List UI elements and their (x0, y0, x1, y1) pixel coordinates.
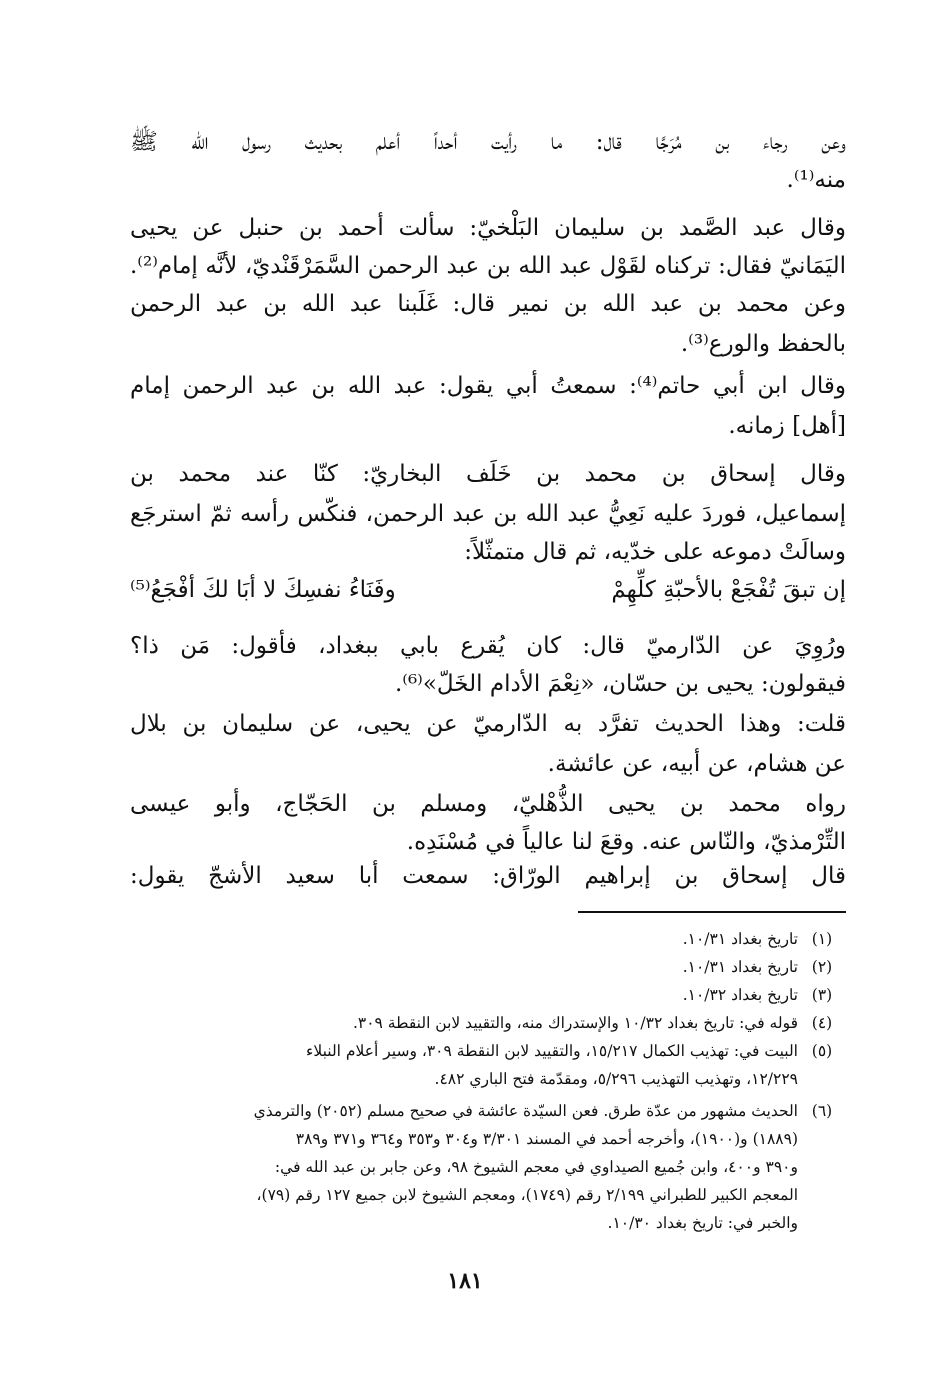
footnote-separator (578, 911, 846, 913)
text-line: [أهل] زمانه. (728, 413, 846, 439)
footnote (130, 982, 846, 1009)
footnote-number: (١) (811, 930, 833, 948)
text-line: بالحفظ والورع⁽³⁾. (680, 331, 846, 357)
footnote (130, 926, 846, 953)
page-number: ١٨١ (447, 1268, 483, 1294)
text-line: قال إسحاق بن إبراهيم الورّاق: سمعت أبا سعيد الأشجّ يقول: (130, 863, 846, 889)
text-line: وعن رجاء بن مُرَجَّا قال: ما رأيت أحداً أعلم بحديث رسول الله ﷺ (130, 129, 846, 155)
footnote-number: (٦) (811, 1102, 833, 1120)
footnote-number: (٤) (811, 1014, 833, 1032)
text-line: وقال ابن أبي حاتم⁽⁴⁾: سمعتُ أبي يقول: عبد الله بن عبد الرحمن إمام (130, 373, 846, 399)
text-line: اليَمَانيّ فقال: تركناه لقَوْل عبد الله بن عبد الرحمن السَّمَرْقَنْديّ، لأنَّه إمام⁽²⁾. (130, 253, 846, 279)
text-line: فيقولون: يحيى بن حسّان، «نِعْمَ الأدام الخَلّ»⁽⁶⁾. (394, 671, 846, 697)
text-line: التِّرْمذيّ، والنّاس عنه. وقعَ لنا عالياً في مُسْنَدِه. (406, 829, 846, 855)
footnote-continuation: والخبر في: تاريخ بغداد ١٠/٣٠. (607, 1214, 798, 1232)
text-line: وقال إسحاق بن محمد بن خَلَف البخاريّ: كنّا عند محمد بن (130, 461, 846, 487)
footnote-continuation: و٣٩٠ و٤٠٠، وابن جُميع الصيداوي في معجم الشيوخ ٩٨، وعن جابر بن عبد الله في: (274, 1158, 798, 1176)
footnote-text: قوله في: تاريخ بغداد ١٠/٣٢ والإستدراك منه، والتقييد لابن النقطة ٣٠٩. (352, 1014, 798, 1032)
footnote-text: تاريخ بغداد ١٠/٣٢. (682, 986, 798, 1004)
text-line: وعن محمد بن عبد الله بن نمير قال: غَلَبنا عبد الله بن عبد الرحمن (130, 291, 846, 317)
footnote-text: تاريخ بغداد ١٠/٣١. (682, 958, 798, 976)
text-line: وقال عبد الصَّمد بن سليمان البَلْخيّ: سألت أحمد بن حنبل عن يحيى (130, 215, 846, 241)
footnote-continuation: (١٨٨٩) و(١٩٠٠)، وأخرجه أحمد في المسند ٣/٣٠١ و٣٠٤ و٣٥٣ و٣٦٤ و٣٧١ و٣٨٩ (295, 1130, 798, 1148)
text-line: رواه محمد بن يحيى الذُّهْليّ، ومسلم بن الحَجّاج، وأبو عيسى (130, 791, 846, 817)
footnote (130, 1098, 846, 1125)
poem-verse (130, 570, 846, 610)
text-line: إسماعيل، فوردَ عليه نَعِيُّ عبد الله بن عبد الرحمن، فنكّس رأسه ثمّ استرجَع (130, 501, 846, 527)
footnote-number: (٢) (811, 958, 833, 976)
footnote (130, 1038, 846, 1065)
text-line: منه⁽¹⁾. (786, 167, 846, 193)
footnote-continuation: ١٢/٢٢٩، وتهذيب التهذيب ٥/٢٩٦، ومقدّمة فتح الباري ٤٨٢. (434, 1070, 798, 1088)
text-line: قلت: وهذا الحديث تفرَّد به الدّارميّ عن يحيى، عن سليمان بن بلال (130, 711, 846, 737)
footnote-number: (٥) (811, 1042, 833, 1060)
footnote-text: البيت في: تهذيب الكمال ١٥/٢١٧، والتقييد لابن النقطة ٣٠٩، وسير أعلام النبلاء (306, 1042, 798, 1060)
footnote-continuation: المعجم الكبير للطبراني ٢/١٩٩ رقم (١٧٤٩)، ومعجم الشيوخ لابن جميع ١٢٧ رقم (٧٩)، (256, 1186, 798, 1204)
poem-second-hemistich: وفَنَاءُ نفسِكَ لا أبَا لكَ أفْجَعُ⁽⁵⁾ (130, 577, 396, 603)
footnote-number: (٣) (811, 986, 833, 1004)
footnote-text: تاريخ بغداد ١٠/٣١. (682, 930, 798, 948)
text-line: وسالَتْ دموعه على خدّيه، ثم قال متمثّلاً: (464, 539, 846, 565)
footnote (130, 1010, 846, 1037)
poem-first-hemistich: إن تبقَ تُفْجَعْ بالأحبّةِ كلِّهِمْ (611, 577, 846, 603)
footnote-text: الحديث مشهور من عدّة طرق. فعن السيّدة عائشة في صحيح مسلم (٢٠٥٢) والترمذي (253, 1102, 798, 1120)
text-line: عن هشام، عن أبيه، عن عائشة. (547, 751, 846, 777)
footnote (130, 954, 846, 981)
text-line: ورُوِيَ عن الدّارميّ قال: كان يُقرع بابي ببغداد، فأقول: مَن ذا؟ (130, 633, 846, 659)
